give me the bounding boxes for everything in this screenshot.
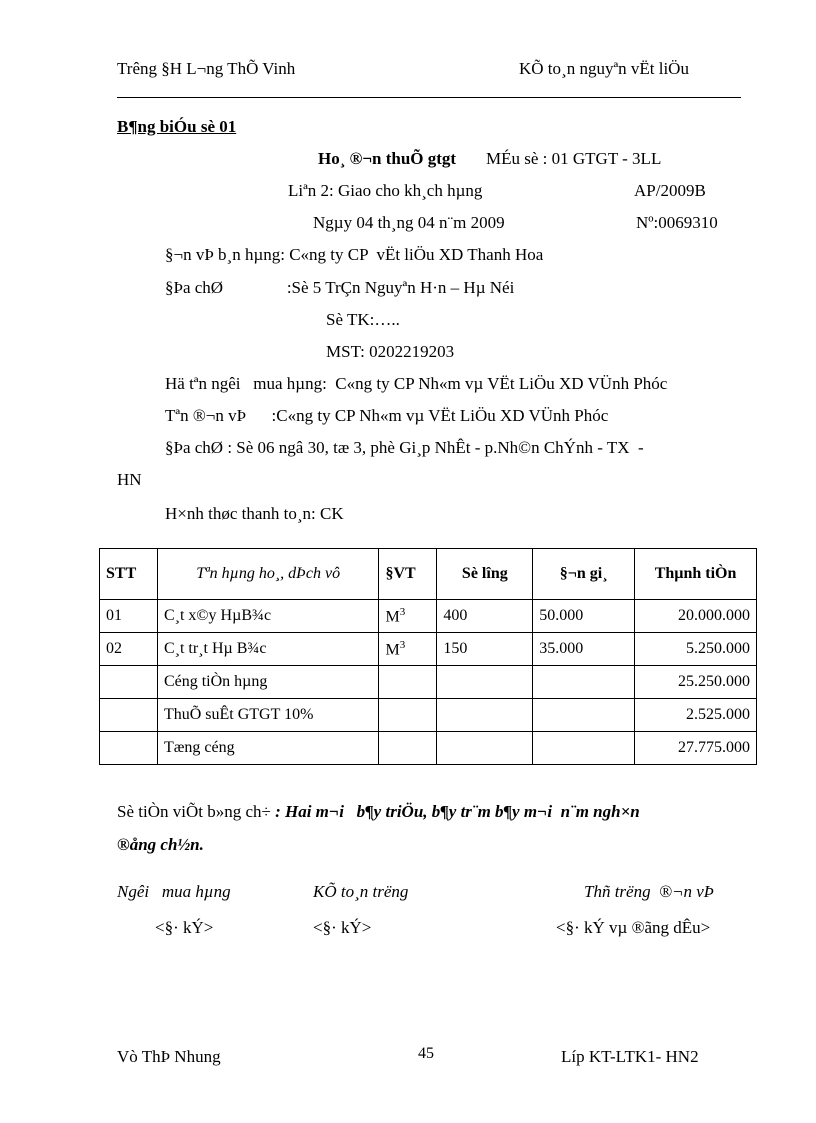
header-item-name: Tªn hµng ho¸, dÞch vô [157,549,379,600]
subtotal-row [100,666,757,699]
vat-row [100,699,757,732]
seller-account: Sè TK:….. [326,310,400,329]
subtotal-label: Céng tiÒn hµng [157,666,379,699]
unit-superscript: 3 [399,605,406,618]
subtotal-value: 25.250.000 [635,666,757,699]
seller-tax-code: MST: 0202219203 [326,342,455,361]
sig-head-title: Thñ trëng ®¬n vÞ [584,882,715,901]
invoice-series: AP/2009B [634,181,706,200]
header-subject: KÕ to¸n nguyªn vËt liÖu [519,59,689,78]
row-unit-price: 50.000 [533,600,635,633]
amount-words-label: Sè tiÒn viÕt b»ng ch÷ [117,802,271,821]
footer-author: Vò ThÞ Nhung [117,1047,221,1066]
unit-text: M [385,641,400,659]
table-header-row [100,549,757,600]
vat-label: ThuÕ suÊt GTGT 10% [157,699,379,732]
seller-name: §¬n vÞ b¸n hµng: C«ng ty CP vËt liÖu XD Thanh Hoa [165,245,544,264]
header-amount: Thµnh tiÒn [635,549,757,600]
header-stt: STT [100,549,158,600]
row-stt: 02 [100,633,158,666]
sig-head-note: <§· kÝ vµ ®ãng dÊu> [556,918,711,937]
total-label: Tæng céng [157,732,379,765]
footer-class: Líp KT-LTK1- HN2 [561,1047,699,1066]
invoice-table [99,548,757,765]
row-unit [379,633,437,666]
row-stt: 01 [100,600,158,633]
amount-in-words [117,802,640,822]
row-amount: 20.000.000 [635,600,757,633]
header-quantity: Sè lîng [437,549,533,600]
unit-text: M [385,608,400,626]
row-item-name: C¸t x©y HµB¾c [157,600,379,633]
row-unit [379,600,437,633]
buyer-unit: Tªn ®¬n vÞ :C«ng ty CP Nh«m vµ VËt LiÖu XD VÜnh Phóc [165,406,609,425]
total-row [100,732,757,765]
table-row [100,633,757,666]
sig-accountant-note: <§· kÝ> [313,918,372,937]
row-quantity: 150 [437,633,533,666]
total-value: 27.775.000 [635,732,757,765]
seller-address: §Þa chØ :Sè 5 TrÇn Nguyªn H·n – Hµ Néi [165,278,515,297]
sig-buyer-title: Ngêi mua hµng [117,882,231,901]
amount-words-cont: ®ång ch½n. [117,835,204,854]
invoice-copy: Liªn 2: Giao cho kh¸ch hµng [288,181,483,200]
invoice-date: Ngµy 04 th¸ng 04 n¨m 2009 [313,213,505,232]
amount-words-text: : Hai m¬i b¶y triÖu, b¶y tr¨m b¶y m¬i n¨m ngh×n [275,802,640,821]
invoice-title: Ho¸ ®¬n thuÕ gtgt [318,149,457,168]
invoice-number: Nº:0069310 [636,213,718,232]
footer-page-number: 45 [418,1045,434,1062]
appendix-title: B¶ng biÓu sè 01 [117,117,237,136]
table-row [100,600,757,633]
row-unit-price: 35.000 [533,633,635,666]
vat-value: 2.525.000 [635,699,757,732]
header-unit: §VT [379,549,437,600]
sig-buyer-note: <§· kÝ> [155,918,214,937]
header-school: Trêng §H L¬ng ThÕ Vinh [117,59,296,78]
row-item-name: C¸t tr¸t Hµ B¾c [157,633,379,666]
sig-accountant-title: KÕ to¸n trëng [313,882,409,901]
buyer-address: §Þa chØ : Sè 06 ngâ 30, tæ 3, phè Gi¸p NhÊt - p.Nh©n ChÝnh - TX - [165,438,644,457]
row-amount: 5.250.000 [635,633,757,666]
buyer-person: Hä tªn ngêi mua hµng: C«ng ty CP Nh«m vµ VËt LiÖu XD VÜnh Phóc [165,374,668,393]
payment-method: H×nh thøc thanh to¸n: CK [165,504,344,523]
row-quantity: 400 [437,600,533,633]
unit-superscript: 3 [399,638,406,651]
buyer-address-cont: HN [117,470,142,489]
header-divider [117,97,741,98]
invoice-form-no: MÉu sè : 01 GTGT - 3LL [486,149,662,168]
header-unit-price: §¬n gi¸ [533,549,635,600]
